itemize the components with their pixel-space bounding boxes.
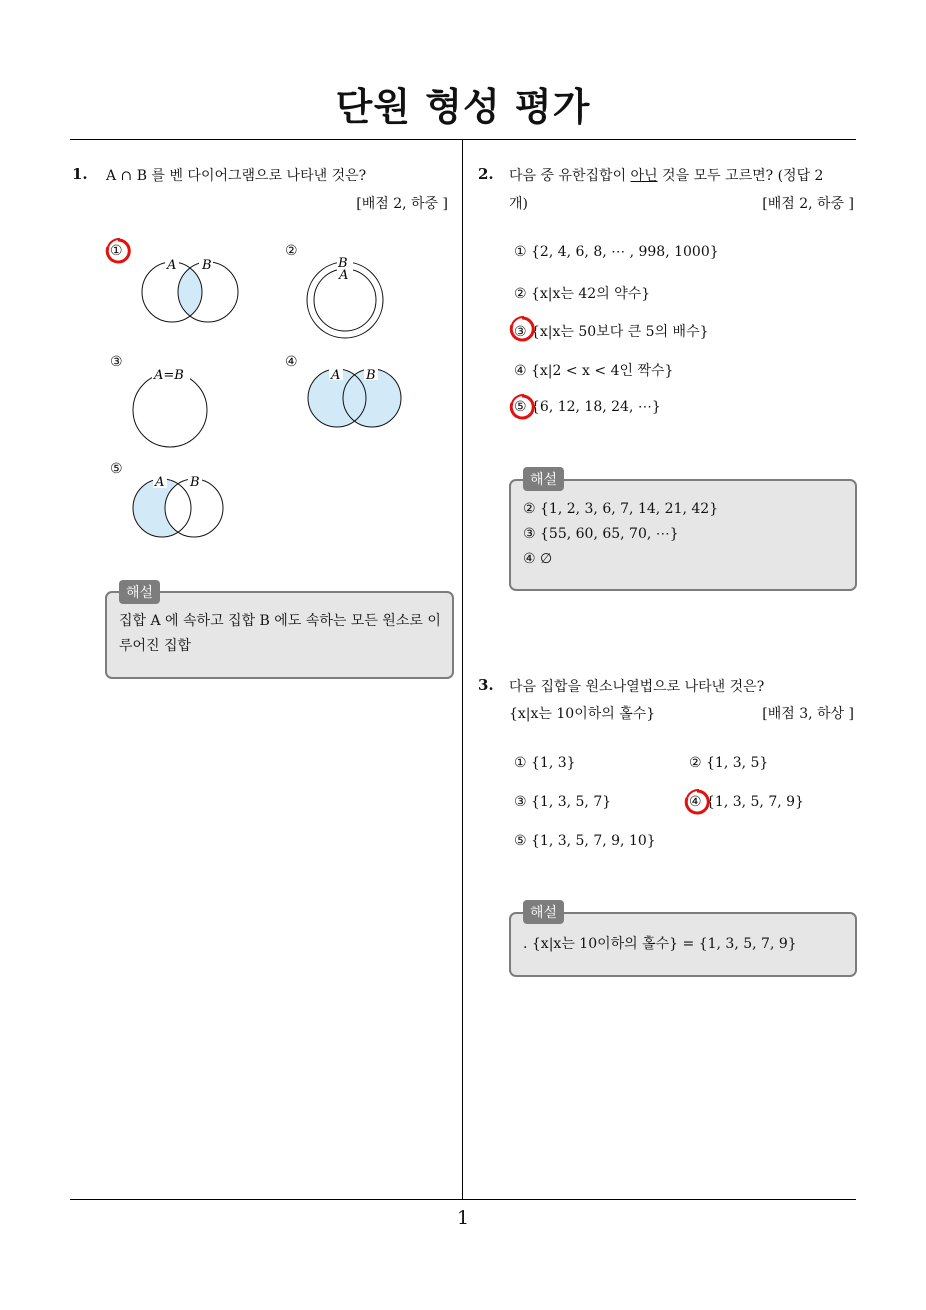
set-a-equals-b-label: A=B [154, 368, 184, 383]
explanation-line-2: ③ {55, 60, 65, 70, ⋯} [523, 526, 679, 542]
set-b-label: B [190, 475, 200, 490]
question-number: 1. [72, 165, 88, 183]
page-number: 1 [456, 1207, 470, 1229]
question-text-line2: {x|x는 10이하의 홀수} [509, 706, 656, 722]
question-meta: [배점 2, 하중 ] [762, 196, 854, 212]
top-rule [70, 139, 856, 140]
option-5[interactable]: ⑤ {6, 12, 18, 24, ⋯} [514, 399, 661, 415]
emphasis-underline: 아닌 [630, 168, 658, 184]
venn-diagram-1[interactable] [135, 250, 250, 325]
question-meta: [배점 2, 하중 ] [356, 196, 448, 212]
column-divider [462, 140, 463, 1200]
question-meta: [배점 3, 하상 ] [762, 706, 854, 722]
option-3-number[interactable]: ③ [110, 354, 123, 370]
explanation-text: 집합 A 에 속하고 집합 B 에도 속하는 모든 원소로 이루어진 집합 [119, 613, 441, 654]
bottom-rule [70, 1199, 856, 1200]
question-text: A ∩ B 를 벤 다이어그램으로 나타낸 것은? [106, 168, 367, 184]
set-a-label: A [331, 368, 341, 383]
option-5[interactable]: ⑤ {1, 3, 5, 7, 9, 10} [514, 833, 656, 849]
option-1-number[interactable]: ① [110, 243, 123, 259]
option-3[interactable]: ③ {x|x는 50보다 큰 5의 배수} [514, 324, 709, 340]
venn-diagram-4[interactable] [302, 362, 407, 437]
question-text-line2: 개) [509, 196, 528, 212]
explanation-tag: 해설 [523, 467, 564, 491]
option-2[interactable]: ② {1, 3, 5} [689, 755, 769, 771]
answer-mark-icon [506, 392, 538, 424]
set-a-label: A [339, 268, 349, 283]
question-text: 다음 중 유한집합이 아닌 것을 모두 고르면? (정답 2 [509, 168, 824, 184]
explanation-box [105, 591, 454, 679]
explanation-tag: 해설 [119, 580, 160, 604]
question-number: 3. [478, 676, 494, 694]
question-number: 2. [478, 165, 494, 183]
page-title: 단원 형성 평가 [335, 85, 591, 129]
option-2-number[interactable]: ② [285, 243, 298, 259]
option-1[interactable]: ① {2, 4, 6, 8, ⋯ , 998, 1000} [514, 244, 719, 260]
option-4[interactable]: ④ {1, 3, 5, 7, 9} [689, 794, 804, 810]
explanation-tag: 해설 [523, 900, 564, 924]
option-5-number[interactable]: ⑤ [110, 461, 123, 477]
answer-mark-icon [102, 236, 134, 268]
set-b-label: B [338, 256, 348, 271]
question-text: 다음 집합을 원소나열법으로 나타낸 것은? [509, 679, 765, 695]
option-3[interactable]: ③ {1, 3, 5, 7} [514, 794, 612, 810]
venn-diagram-2[interactable] [300, 250, 395, 342]
explanation-text: . {x|x는 10이하의 홀수} = {1, 3, 5, 7, 9} [523, 936, 797, 952]
option-1[interactable]: ① {1, 3} [514, 755, 576, 771]
explanation-box [509, 479, 857, 591]
set-a-label: A [155, 475, 165, 490]
set-b-label: B [366, 368, 376, 383]
venn-diagram-3[interactable] [128, 362, 218, 452]
option-4-number[interactable]: ④ [285, 354, 298, 370]
set-a-label: A [167, 258, 177, 273]
explanation-line-3: ④ ∅ [523, 551, 553, 567]
venn-diagram-5[interactable] [128, 470, 228, 542]
set-b-label: B [202, 258, 212, 273]
answer-mark-icon [681, 787, 713, 819]
explanation-line-1: ② {1, 2, 3, 6, 7, 14, 21, 42} [523, 501, 719, 517]
option-2[interactable]: ② {x|x는 42의 약수} [514, 286, 651, 302]
option-4[interactable]: ④ {x|2 < x < 4인 짝수} [514, 363, 674, 379]
answer-mark-icon [506, 314, 538, 346]
